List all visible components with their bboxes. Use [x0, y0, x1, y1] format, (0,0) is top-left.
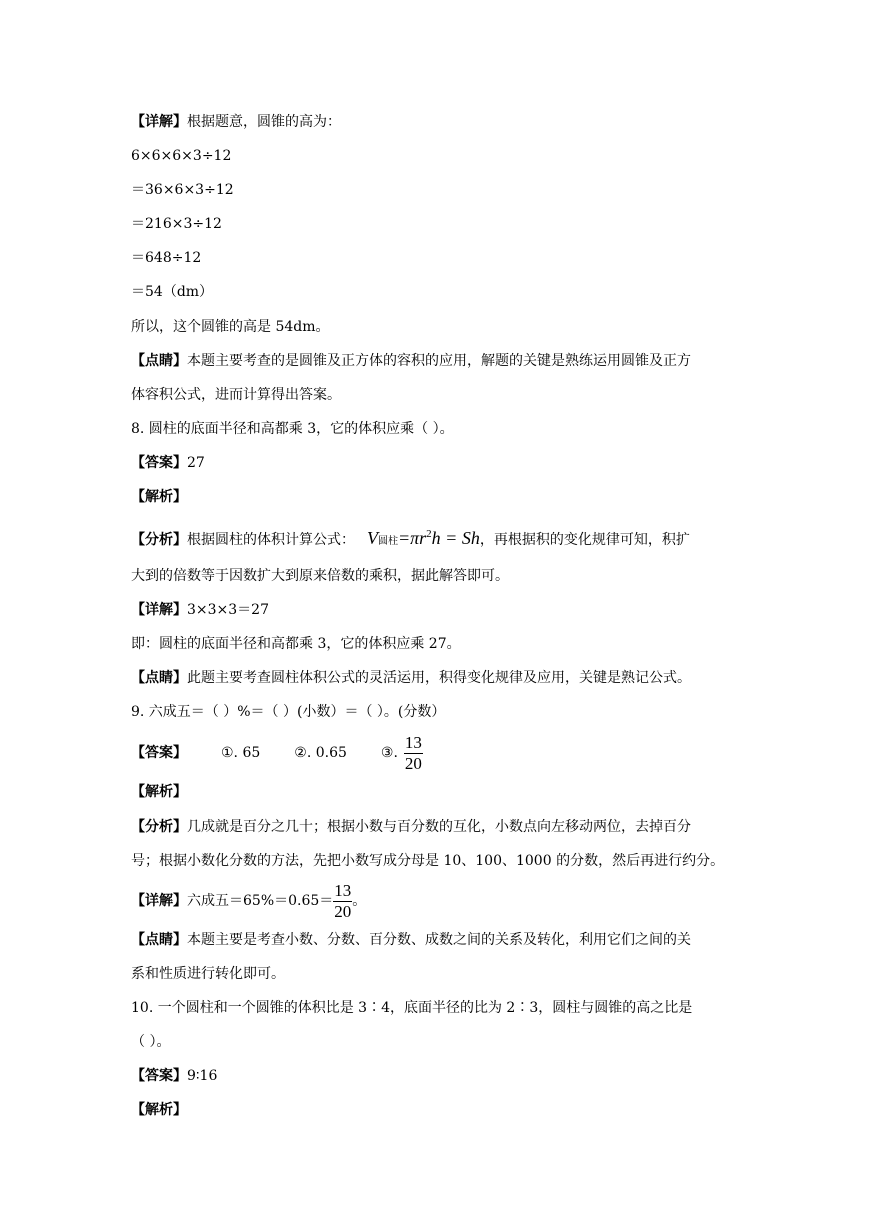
- question-9: 9. 六成五＝（ ）%＝（ ）(小数）＝（ ）。(分数）: [131, 704, 446, 720]
- analysis-tag: 【解析】: [131, 1102, 187, 1118]
- text: 本题主要是考查小数、分数、百分数、成数之间的关系及转化，利用它们之间的关: [187, 932, 691, 948]
- line: 体容积公式，进而计算得出答案。: [131, 387, 341, 403]
- question-10: 10. 一个圆柱和一个圆锥的体积比是 3∶4，底面半径的比为 2∶3，圆柱与圆锥的高之比是: [131, 1000, 693, 1016]
- line: （ ）。: [131, 1034, 171, 1050]
- text: 本题主要考查的是圆锥及正方体的容积的应用，解题的关键是熟练运用圆锥及正方: [187, 353, 691, 369]
- line: 即：圆柱的底面半径和高都乘 3，它的体积应乘 27。: [131, 636, 461, 652]
- answer: 27: [187, 455, 205, 471]
- section-tag: 【详解】: [131, 114, 187, 130]
- line: [131, 880, 366, 922]
- formula: V圆柱$=\pi r^2h = Sh$: [367, 528, 480, 548]
- analysis-tag: 【解析】: [131, 784, 187, 800]
- line: ＝216×3÷12: [131, 216, 222, 232]
- analysis-tag: 【解析】: [131, 489, 187, 505]
- line: [131, 524, 690, 552]
- line: [131, 1066, 217, 1086]
- section-tag: 【详解】: [131, 893, 187, 909]
- fraction: $\frac{13}{20}$: [334, 880, 352, 921]
- answer-1: ①. 65: [221, 745, 261, 761]
- answer-2: ②. 0.65: [294, 745, 347, 761]
- line: [131, 668, 691, 688]
- line: ＝648÷12: [131, 250, 202, 266]
- fraction: $\frac{13}{20}$: [404, 732, 422, 773]
- line: [131, 112, 341, 132]
- text: 。: [352, 893, 367, 909]
- section-tag: 【点睛】: [131, 353, 187, 369]
- section-tag: 【点睛】: [131, 670, 187, 686]
- line: [131, 817, 691, 837]
- answer-tag: 【答案】: [131, 745, 187, 761]
- line: 大到的倍数等于因数扩大到原来倍数的乘积，据此解答即可。: [131, 568, 509, 584]
- line: [131, 732, 423, 774]
- line: 6×6×6×3÷12: [131, 148, 232, 164]
- text: 3×3×3＝27: [187, 602, 269, 618]
- text: 几成就是百分之几十；根据小数与百分数的互化，小数点向左移动两位，去掉百分: [187, 819, 691, 835]
- line: 号；根据小数化分数的方法，先把小数写成分母是 10、100、1000 的分数，然后再进行约分。: [131, 853, 725, 869]
- text: 六成五＝65%＝0.65＝: [187, 893, 334, 909]
- line: 系和性质进行转化即可。: [131, 966, 285, 982]
- line: [131, 351, 691, 371]
- answer-tag: 【答案】: [131, 455, 187, 471]
- section-tag: 【分析】: [131, 532, 187, 548]
- text: 根据题意，圆锥的高为：: [187, 114, 341, 130]
- section-tag: 【点睛】: [131, 932, 187, 948]
- answer-3: ③.: [380, 745, 398, 761]
- line: [131, 600, 269, 620]
- line: ＝54（dm）: [131, 284, 214, 300]
- text: 根据圆柱的体积计算公式：: [187, 532, 355, 548]
- section-tag: 【详解】: [131, 602, 187, 618]
- answer-tag: 【答案】: [131, 1068, 187, 1084]
- line: 所以，这个圆锥的高是 54dm。: [131, 319, 330, 335]
- line: ＝36×6×3÷12: [131, 182, 234, 198]
- text: ，再根据积的变化规律可知，积扩: [479, 532, 690, 548]
- line: [131, 930, 691, 950]
- section-tag: 【分析】: [131, 819, 187, 835]
- answer: 9∶16: [187, 1068, 218, 1084]
- line: [131, 453, 205, 473]
- question-8: 8. 圆柱的底面半径和高都乘 3，它的体积应乘（ ）。: [131, 421, 454, 437]
- text: 此题主要考查圆柱体积公式的灵活运用，积得变化规律及应用，关键是熟记公式。: [187, 670, 691, 686]
